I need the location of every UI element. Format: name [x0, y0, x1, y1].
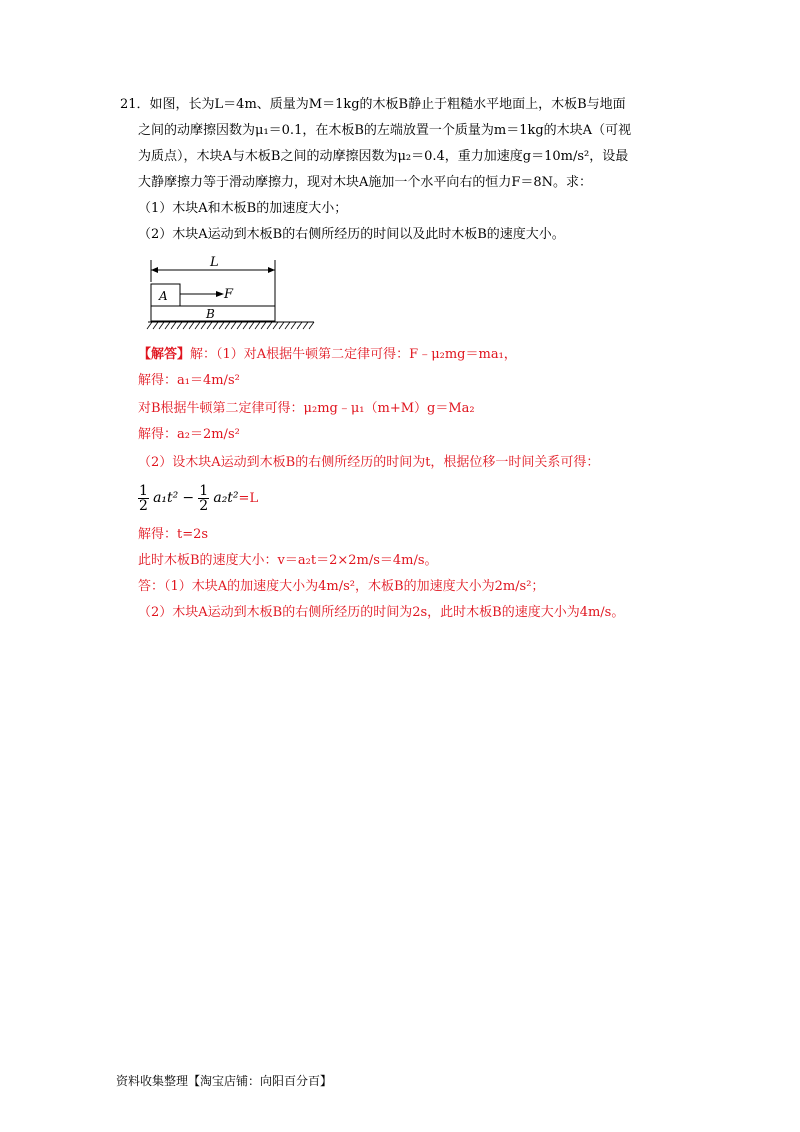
solution-line-1 [138, 346, 517, 364]
ground-hatch [147, 322, 314, 329]
physics-figure [144, 252, 320, 334]
problem-question-1: （1）木块A和木板B的加速度大小； [138, 201, 348, 216]
label-B: B [206, 307, 215, 321]
solution-line-8: 此时木板B的速度大小：v＝a₂t＝2×2m/s＝4m/s。 [138, 553, 438, 568]
problem-line-1: 21．如图，长为L＝4m、质量为M＝1kg的木板B静止于粗糙水平地面上，木板B与地面 [120, 97, 626, 112]
solution-step-1: 解：（1）对A根据牛顿第二定律可得：F﹣μ₂mg＝ma₁， [190, 347, 517, 362]
fraction-half-2: $\frac{1}{2}$ [199, 483, 209, 514]
displacement-equation [138, 478, 258, 518]
page-footer: 资料收集整理【淘宝店铺：向阳百分百】 [116, 1074, 333, 1088]
solution-tag: 【解答】 [138, 347, 191, 362]
solution-line-4: 解得：a₂＝2m/s² [138, 427, 240, 442]
answer-line-1: 答：（1）木块A的加速度大小为4m/s²，木板B的加速度大小为2m/s²； [138, 579, 545, 594]
solution-line-2: 解得：a₁＝4m/s² [138, 373, 240, 388]
equation-minus: − [182, 490, 195, 506]
answer-line-2: （2）木块A运动到木板B的右侧所经历的时间为2s，此时木板B的速度大小为4m/s。 [138, 605, 625, 620]
equation-term-2: a₂t² [213, 490, 239, 506]
problem-line-2: 之间的动摩擦因数为μ₁＝0.1，在木板B的左端放置一个质量为m＝1kg的木块A（可视 [138, 123, 632, 138]
equation-term-1: a₁t² [153, 490, 179, 506]
label-F: F [224, 287, 234, 302]
fraction-half-1: $\frac{1}{2}$ [139, 483, 148, 514]
solution-line-7: 解得：t=2s [138, 527, 209, 542]
label-A: A [159, 289, 168, 303]
solution-line-3: 对B根据牛顿第二定律可得：μ₂mg﹣μ₁（m+M）g＝Ma₂ [138, 401, 475, 416]
problem-line-3: 为质点），木块A与木板B之间的动摩擦因数为μ₂＝0.4，重力加速度g＝10m/s²，设最 [138, 149, 629, 164]
equation-rhs: =L [238, 491, 259, 506]
problem-line-4: 大静摩擦力等于滑动摩擦力，现对木块A施加一个水平向右的恒力F＝8N。求： [138, 175, 593, 190]
solution-line-5: （2）设木块A运动到木板B的右侧所经历的时间为t，根据位移一时间关系可得： [138, 455, 600, 470]
problem-question-2: （2）木块A运动到木板B的右侧所经历的时间以及此时木板B的速度大小。 [138, 227, 565, 242]
label-L: L [210, 255, 219, 270]
